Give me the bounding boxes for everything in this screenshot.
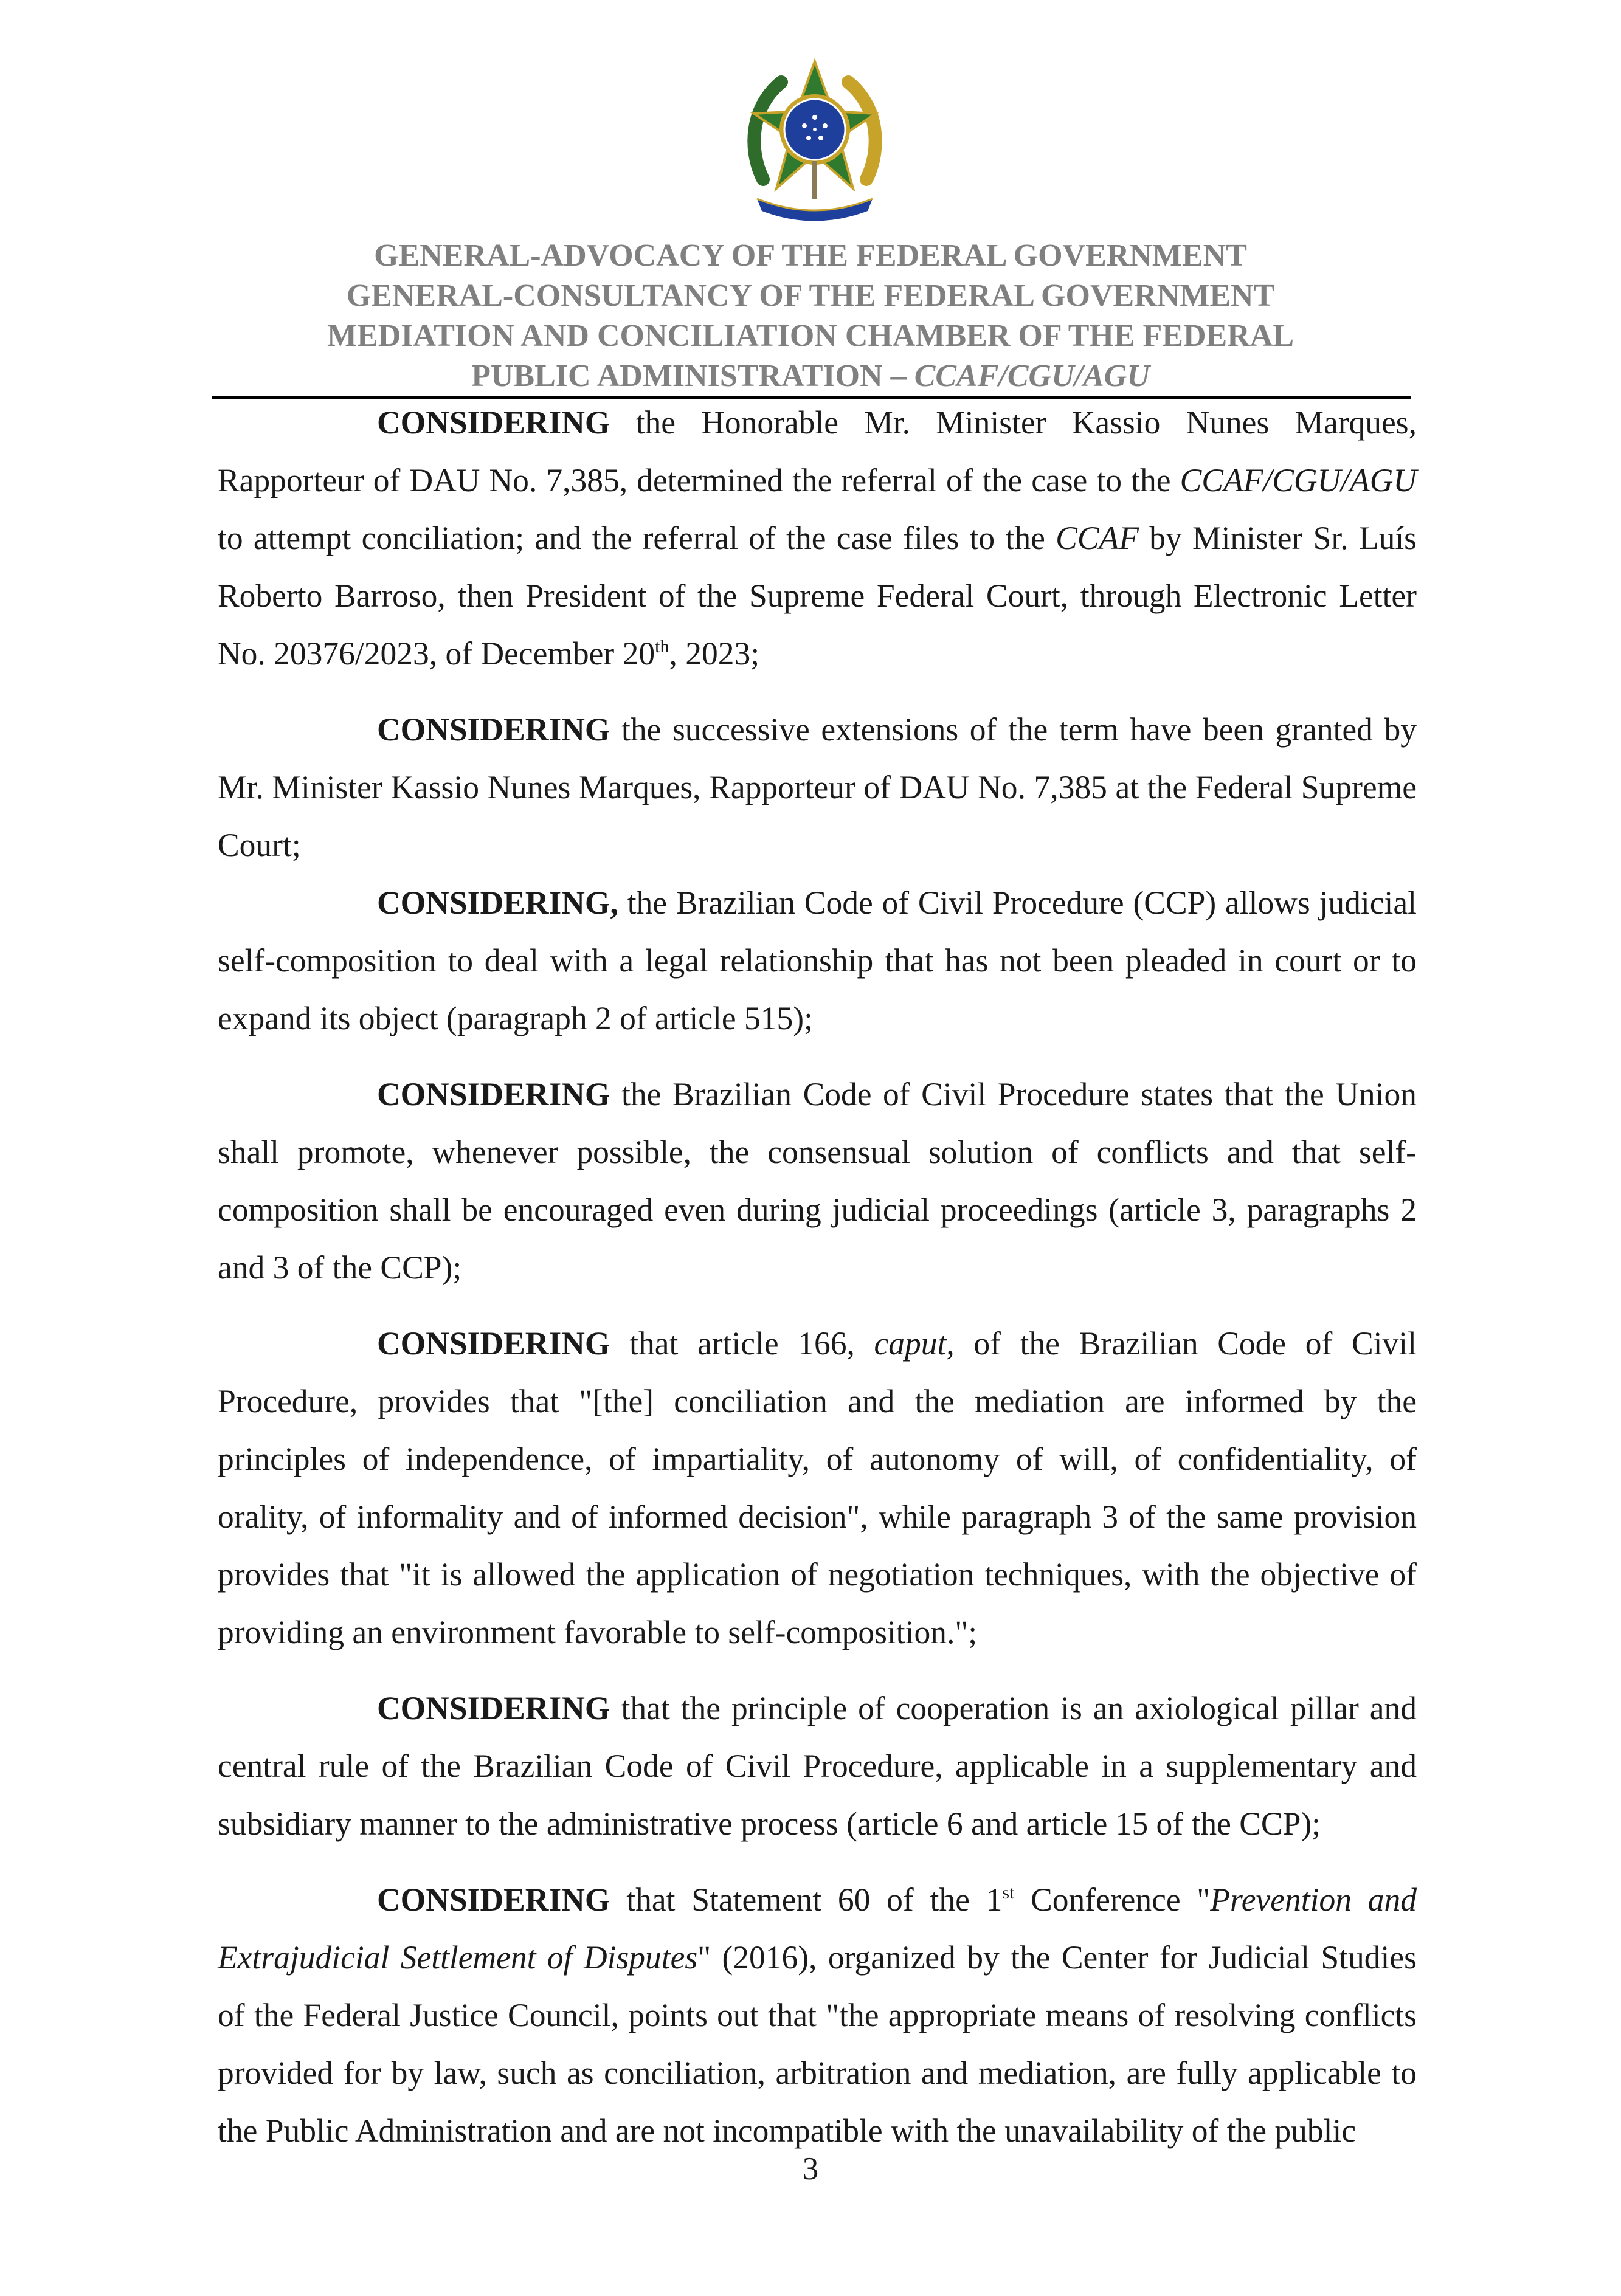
coat-of-arms-emblem bbox=[739, 58, 891, 222]
paragraph-text: Conference " bbox=[1014, 1881, 1211, 1918]
paragraph-text: that the principle of cooperation is an axiological pillar and central rule of the Brazilian Code of Civil Procedure, applicable in a supplementary and subsidiary manner to the administrative process (article 6 and article 15 of the CCP); bbox=[218, 1690, 1417, 1842]
considering-lead: CONSIDERING bbox=[377, 404, 610, 441]
document-body bbox=[218, 394, 1417, 2160]
considering-lead: CONSIDERING bbox=[377, 1325, 610, 1362]
paragraph-text: the Brazilian Code of Civil Procedure (CCP) allows judicial self-composition to deal with a legal relationship that has not been pleaded in court or to expand its object (paragraph 2 of article 515); bbox=[218, 884, 1417, 1036]
considering-lead: CONSIDERING bbox=[377, 711, 610, 748]
paragraph-7 bbox=[218, 1871, 1417, 2160]
considering-lead: CONSIDERING bbox=[377, 1076, 610, 1112]
header-line-4-acronym: CCAF/CGU/AGU bbox=[914, 359, 1150, 393]
paragraph-2 bbox=[218, 701, 1417, 874]
superscript: st bbox=[1002, 1883, 1015, 1903]
header-line-2: GENERAL-CONSULTANCY OF THE FEDERAL GOVERNMENT bbox=[346, 278, 1275, 313]
page-number: 3 bbox=[802, 2151, 819, 2187]
paragraph-text: that article 166, bbox=[610, 1325, 874, 1362]
paragraph-text: the successive extensions of the term have been granted by Mr. Minister Kassio Nunes Marques, Rapporteur of DAU No. 7,385 at the Federal Supreme Court; bbox=[218, 711, 1417, 863]
considering-lead: CONSIDERING, bbox=[377, 884, 618, 921]
superscript: th bbox=[655, 636, 669, 657]
paragraph-text: the Honorable Mr. Minister Kassio Nunes Marques, Rapporteur of DAU No. 7,385, determined the referral of the case to the bbox=[218, 404, 1417, 498]
considering-lead: CONSIDERING bbox=[377, 1690, 610, 1726]
considering-lead: CONSIDERING bbox=[377, 1881, 610, 1918]
paragraph-text: that Statement 60 of the 1 bbox=[610, 1881, 1003, 1918]
header-line-4-text: PUBLIC ADMINISTRATION – bbox=[471, 359, 914, 393]
paragraph-3 bbox=[218, 874, 1417, 1047]
paragraph-text: " (2016), organized by the Center for Judicial Studies of the Federal Justice Council, points out that "the appropriate means of resolving conflicts provided for by law, such as conciliation, arbitration and mediation, are fully applicable to the Public Administration and are not incompatible with the unavailability of the public bbox=[218, 1939, 1417, 2149]
paragraph-text: the Brazilian Code of Civil Procedure states that the Union shall promote, whenever possible, the consensual solution of conflicts and that self-composition shall be encouraged even during judicial proceedings (article 3, paragraphs 2 and 3 of the CCP); bbox=[218, 1076, 1417, 1286]
paragraph-text: by Minister Sr. Luís Roberto Barroso, then President of the Supreme Federal Court, through Electronic Letter No. 20376/2023, of December 20 bbox=[218, 520, 1417, 672]
paragraph-text: , 2023; bbox=[669, 635, 760, 672]
paragraph-4 bbox=[218, 1066, 1417, 1297]
paragraph-text: to attempt conciliation; and the referral of the case files to the bbox=[218, 520, 1056, 556]
header-line-1: GENERAL-ADVOCACY OF THE FEDERAL GOVERNMENT bbox=[374, 238, 1247, 273]
paragraph-1 bbox=[218, 394, 1417, 683]
header-line-3: MEDIATION AND CONCILIATION CHAMBER OF THE FEDERAL bbox=[327, 319, 1294, 353]
paragraph-italic: CCAF bbox=[1056, 520, 1139, 556]
paragraph-text: , of the Brazilian Code of Civil Procedure, provides that "[the] conciliation and the mediation are informed by the principles of independence, of impartiality, of autonomy of will, of confidentiality, of orality, of informality and of informed decision", while paragraph 3 of the same provision provides that "it is allowed the application of negotiation techniques, with the objective of providing an environment favorable to self-composition."; bbox=[218, 1325, 1417, 1650]
paragraph-italic: caput bbox=[874, 1325, 947, 1362]
header-line-4 bbox=[182, 356, 1439, 396]
paragraph-italic: Prevention and Extrajudicial Settlement of Disputes bbox=[218, 1881, 1417, 1976]
document-header bbox=[182, 236, 1439, 396]
paragraph-6 bbox=[218, 1680, 1417, 1853]
paragraph-italic: CCAF/CGU/AGU bbox=[1180, 462, 1417, 498]
paragraph-5 bbox=[218, 1315, 1417, 1661]
